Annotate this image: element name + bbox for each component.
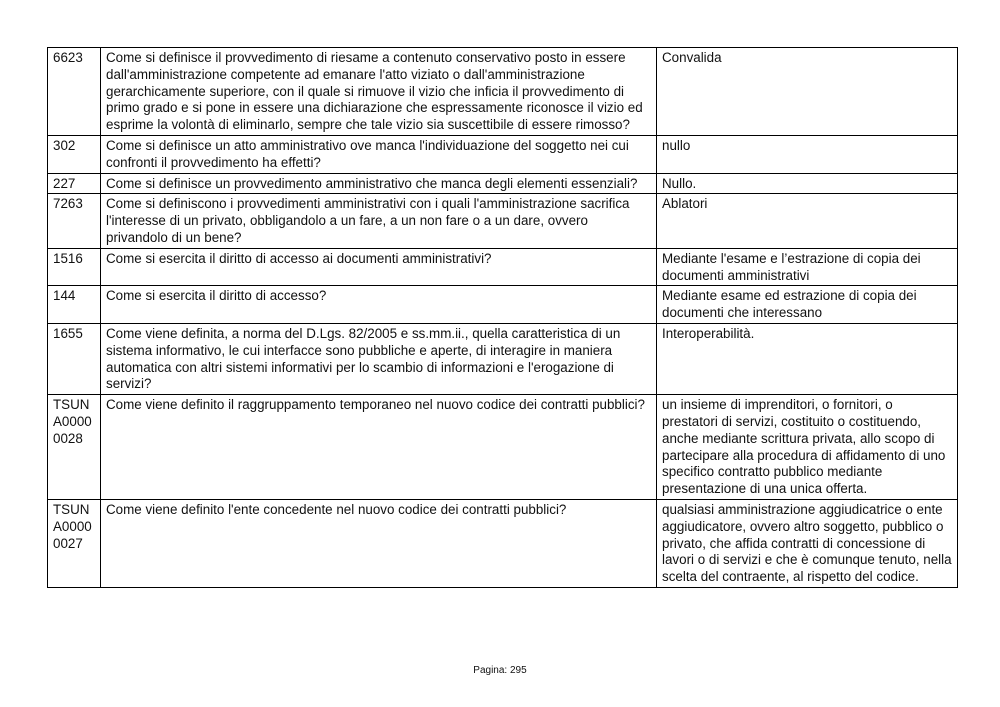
table-row [48,248,958,286]
answer-text: Convalida [657,48,958,136]
table-row [48,48,958,136]
question-text: Come viene definita, a norma del D.Lgs. 82/2005 e ss.mm.ii., quella caratteristica di un sistema informativo, le cui interfacce sono pubbliche e aperte, di interagire in maniera automatica con altri sistemi informativi per lo scambio di informazioni e l'erogazione di servizi? [101,323,657,394]
table-row [48,499,958,587]
answer-text: Mediante esame ed estrazione di copia dei documenti che interessano [657,286,958,324]
answer-text: un insieme di imprenditori, o fornitori, o prestatori di servizi, costituito o costituendo, anche mediante scrittura privata, allo scopo di partecipare alla procedura di affidamento di uno specifico contratto pubblico mediante presentazione di una unica offerta. [657,395,958,500]
question-id: TSUNA00000027 [48,499,101,587]
qa-table [47,47,958,588]
question-id: 227 [48,173,101,194]
table-row [48,395,958,500]
question-text: Come si definiscono i provvedimenti amministrativi con i quali l'amministrazione sacrifica l'interesse di un privato, obbligandolo a un fare, a un non fare o a un dare, ovvero privandolo di un bene? [101,194,657,248]
question-text: Come si definisce un provvedimento amministrativo che manca degli elementi essenziali? [101,173,657,194]
question-id: 1655 [48,323,101,394]
table-row [48,135,958,173]
table-row [48,323,958,394]
question-text: Come viene definito l'ente concedente nel nuovo codice dei contratti pubblici? [101,499,657,587]
table-row [48,173,958,194]
question-text: Come viene definito il raggruppamento temporaneo nel nuovo codice dei contratti pubblici? [101,395,657,500]
question-id: 7263 [48,194,101,248]
answer-text: Mediante l'esame e l’estrazione di copia dei documenti amministrativi [657,248,958,286]
question-text: Come si esercita il diritto di accesso ai documenti amministrativi? [101,248,657,286]
answer-text: qualsiasi amministrazione aggiudicatrice o ente aggiudicatore, ovvero altro soggetto, pubblico o privato, che affida contratti di concessione di lavori o di servizi e che è comunque tenuto, nella scelta del contraente, al rispetto del codice. [657,499,958,587]
table-row [48,286,958,324]
answer-text: Ablatori [657,194,958,248]
question-id: 302 [48,135,101,173]
question-id: 144 [48,286,101,324]
question-text: Come si definisce un atto amministrativo ove manca l'individuazione del soggetto nei cui confronti il provvedimento ha effetti? [101,135,657,173]
table-row [48,194,958,248]
question-id: TSUNA00000028 [48,395,101,500]
question-text: Come si esercita il diritto di accesso? [101,286,657,324]
answer-text: Interoperabilità. [657,323,958,394]
page-number: Pagina: 295 [473,665,527,676]
question-id: 6623 [48,48,101,136]
question-text: Come si definisce il provvedimento di riesame a contenuto conservativo posto in essere dall'amministrazione competente ad emanare l'atto viziato o dall'amministrazione gerarchicamente superiore, con il quale si rimuove il vizio che inficia il provvedimento di primo grado e si pone in essere una dichiarazione che espressamente riconosce il vizio ed esprime la volontà di eliminarlo, sempre che tale vizio sia suscettibile di essere rimosso? [101,48,657,136]
answer-text: Nullo. [657,173,958,194]
question-id: 1516 [48,248,101,286]
answer-text: nullo [657,135,958,173]
